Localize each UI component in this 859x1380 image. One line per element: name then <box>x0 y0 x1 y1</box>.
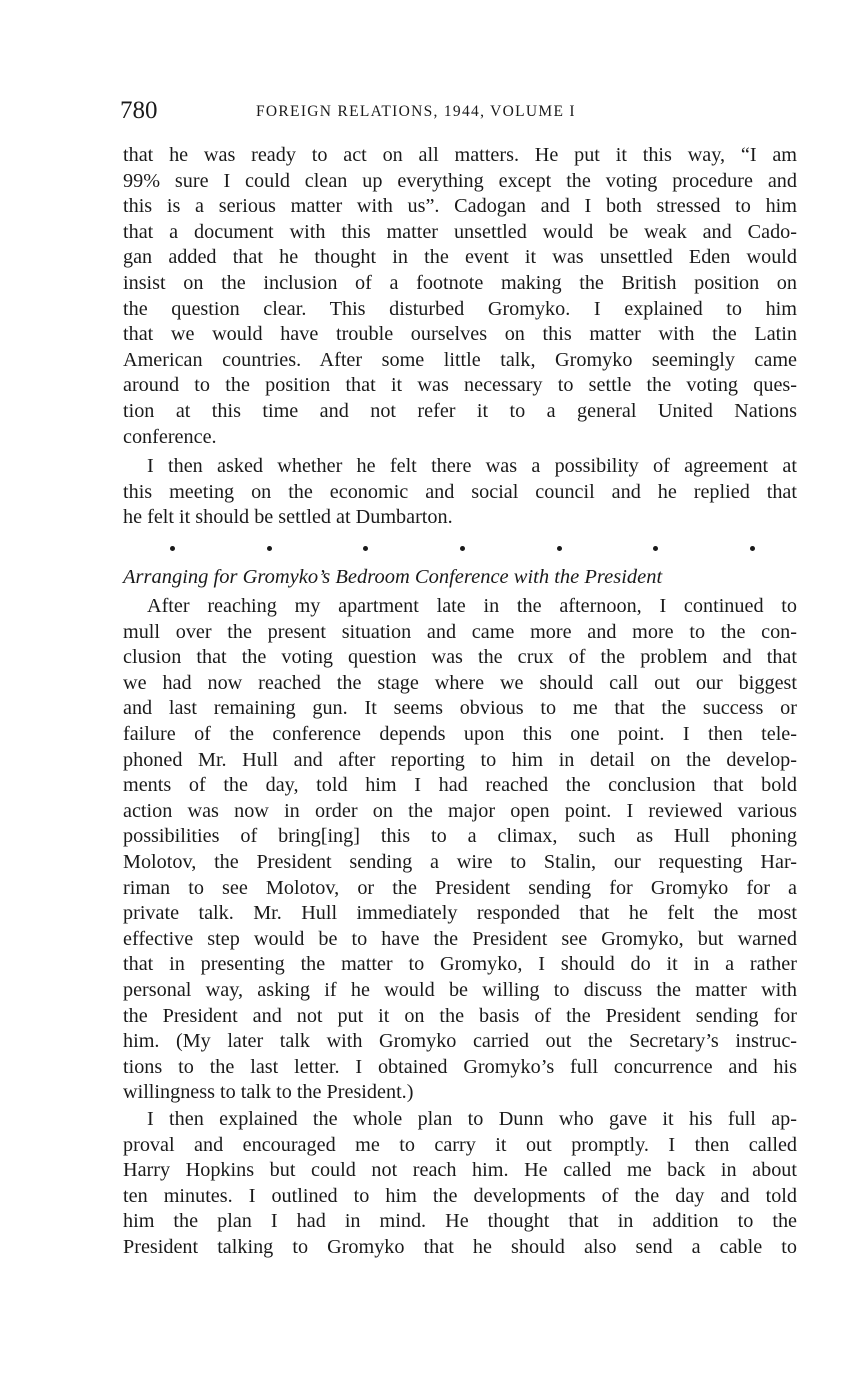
page-number: 780 <box>120 97 158 124</box>
running-head <box>120 96 800 128</box>
text-line: him. (My later talk with Gromyko carried out the Secretary’s instruc- <box>123 1030 797 1053</box>
text-line: insist on the inclusion of a footnote making the British position on <box>123 271 797 294</box>
text-line: I then asked whether he felt there was a possibility of agreement at <box>147 455 797 477</box>
ellipsis-dot <box>363 546 368 551</box>
text-line: he felt it should be settled at Dumbarton. <box>123 506 453 529</box>
ellipsis-dot <box>557 546 562 551</box>
section-heading: Arranging for Gromyko’s Bedroom Conference with the President <box>123 566 663 588</box>
text-line: effective step would be to have the President see Gromyko, but warned <box>123 927 797 950</box>
text-line: American countries. After some little talk, Gromyko seemingly came <box>123 348 797 371</box>
text-line: Harry Hopkins but could not reach him. He called me back in about <box>123 1159 797 1182</box>
paragraph-economic-council <box>123 454 797 531</box>
text-line: private talk. Mr. Hull immediately responded that he felt the most <box>123 902 797 925</box>
text-line: around to the position that it was necessary to settle the voting ques- <box>123 374 797 397</box>
text-line: 99% sure I could clean up everything except the voting procedure and <box>123 169 797 192</box>
text-line: President talking to Gromyko that he should also send a cable to <box>123 1235 797 1258</box>
text-line: ten minutes. I outlined to him the developments of the day and told <box>123 1184 797 1207</box>
paragraph-gromyko-voting <box>123 143 797 450</box>
text-line: tions to the last letter. I obtained Gromyko’s full concurrence and his <box>123 1055 797 1078</box>
text-line: and last remaining gun. It seems obvious to me that the success or <box>123 697 797 720</box>
text-line: him the plan I had in mind. He thought that in addition to the <box>123 1210 797 1233</box>
text-line: possibilities of bring[ing] this to a climax, such as Hull phoning <box>123 825 797 848</box>
text-line: ments of the day, told him I had reached the conclusion that bold <box>123 774 797 797</box>
ellipsis-separator <box>170 538 755 558</box>
ellipsis-dot <box>267 546 272 551</box>
text-line: mull over the present situation and came more and more to the con- <box>123 620 797 643</box>
text-line: that we would have trouble ourselves on this matter with the Latin <box>123 323 797 346</box>
ellipsis-dot <box>653 546 658 551</box>
paragraph-dunn-hopkins <box>123 1107 797 1261</box>
text-line: this meeting on the economic and social council and he replied that <box>123 480 797 503</box>
text-line: the question clear. This disturbed Gromyko. I explained to him <box>123 297 797 320</box>
text-line: that a document with this matter unsettled would be weak and Cado- <box>123 220 797 243</box>
text-line: riman to see Molotov, or the President sending for Gromyko for a <box>123 876 797 899</box>
ellipsis-dot <box>170 546 175 551</box>
ellipsis-dot <box>460 546 465 551</box>
text-line: failure of the conference depends upon this one point. I then tele- <box>123 722 797 745</box>
text-line: proval and encouraged me to carry it out promptly. I then called <box>123 1133 797 1156</box>
text-line: the President and not put it on the basis of the President sending for <box>123 1004 797 1027</box>
text-line: action was now in order on the major open point. I reviewed various <box>123 799 797 822</box>
text-line: gan added that he thought in the event it was unsettled Eden would <box>123 246 797 269</box>
text-line: personal way, asking if he would be willing to discuss the matter with <box>123 978 797 1001</box>
running-head-title: FOREIGN RELATIONS, 1944, VOLUME I <box>256 103 576 120</box>
text-line: tion at this time and not refer it to a general United Nations <box>123 399 797 422</box>
text-line: conference. <box>123 425 217 448</box>
text-line: this is a serious matter with us”. Cadogan and I both stressed to him <box>123 195 797 218</box>
text-line: phoned Mr. Hull and after reporting to him in detail on the develop- <box>123 748 797 771</box>
ellipsis-dot <box>750 546 755 551</box>
text-line: that in presenting the matter to Gromyko, I should do it in a rather <box>123 953 797 976</box>
paragraph-apartment <box>123 594 797 1106</box>
text-line: Molotov, the President sending a wire to Stalin, our requesting Har- <box>123 850 797 873</box>
text-line: that he was ready to act on all matters. He put it this way, “I am <box>123 144 797 166</box>
text-line: we had now reached the stage where we should call out our biggest <box>123 671 797 694</box>
text-line: clusion that the voting question was the crux of the problem and that <box>123 646 797 669</box>
text-line: willingness to talk to the President.) <box>123 1081 414 1104</box>
text-line: I then explained the whole plan to Dunn who gave it his full ap- <box>147 1108 797 1130</box>
text-line: After reaching my apartment late in the afternoon, I continued to <box>147 595 797 617</box>
